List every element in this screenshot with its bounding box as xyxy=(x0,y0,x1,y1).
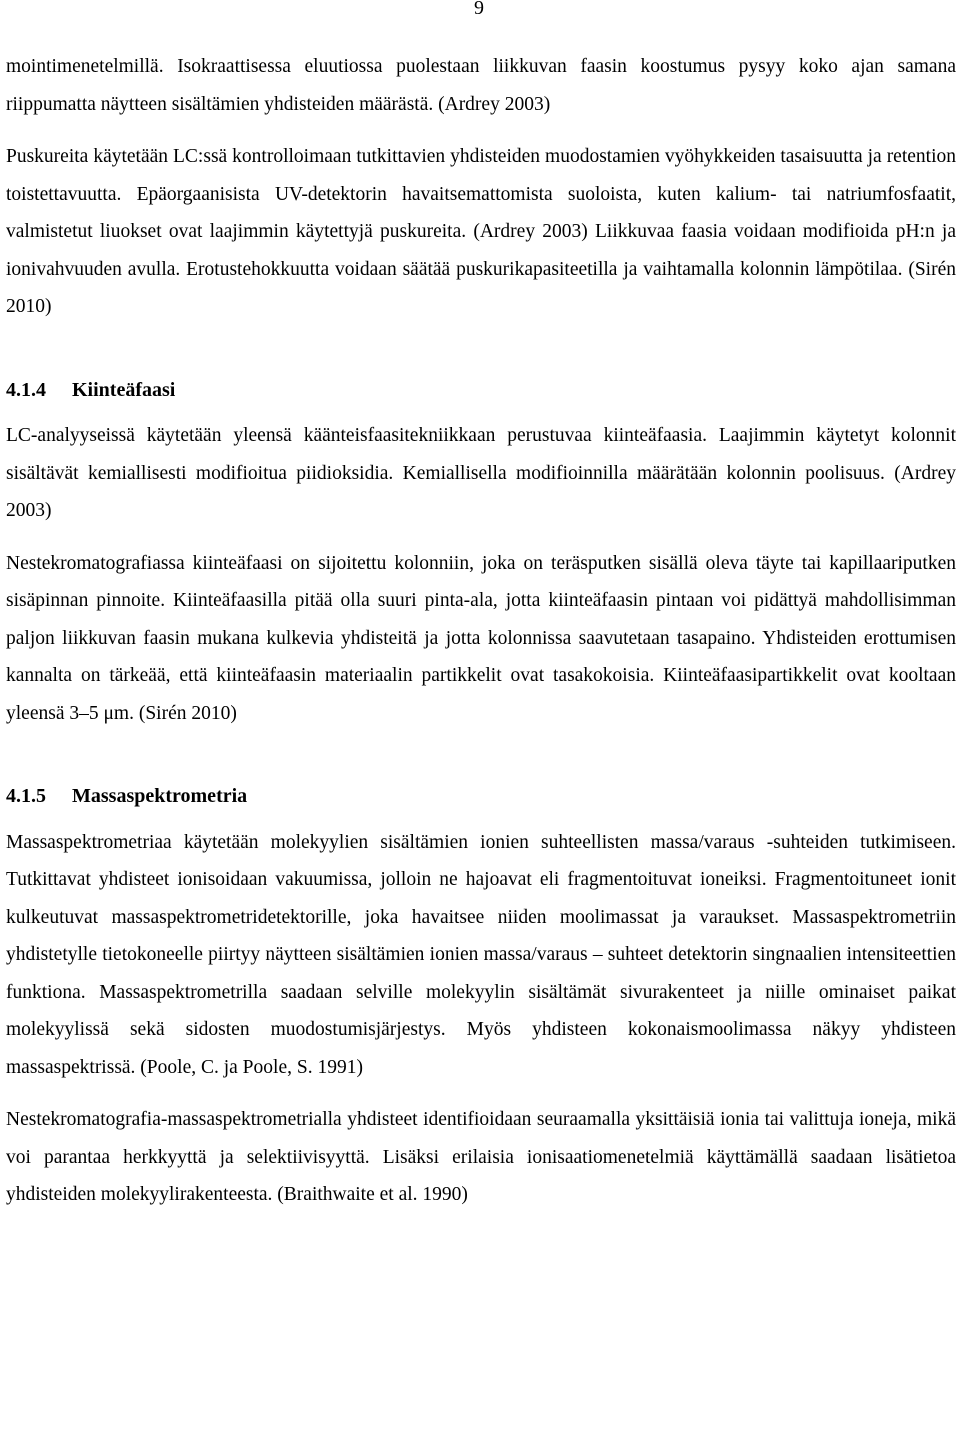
paragraph-mass-spectrometry: Massaspektrometriaa käytetään molekyylien sisältämien ionien suhteellisten massa/varaus -suhteiden tutkimiseen. Tutkittavat yhdisteet ionisoidaan vakuumissa, jolloin ne hajoavat eli fragmentoituvat ioneiksi. Fragmentoituneet ionit kulkeutuvat massaspektrometridetektorille, joka havaitsee niiden moolimassat ja varaukset. Massaspektrometriin yhdistetylle tietokoneelle piirtyy näytteen sisältämien ionien massa/varaus – suhteet detektorin singnaalien intensiteettien funktiona. Massaspektrometrilla saadaan selville molekyylin sisältämät sivurakenteet ja niille ominaiset paikat molekyylissä sekä sidosten muodostumisjärjestys. Myös yhdisteen kokonaismoolimassa näkyy yhdisteen massaspektrissä. (Poole, C. ja Poole, S. 1991) xyxy=(6,831,956,1078)
paragraph-lc-ms: Nestekromatografia-massaspektrometrialla yhdisteet identifioidaan seuraamalla yksittäisiä ionia tai valittuja ioneja, mikä voi parantaa herkkyyttä ja selektiivisyyttä. Lisäksi erilaisia ionisaatiomenetelmiä käyttämällä saadaan lisätietoa yhdisteiden molekyylirakenteesta. (Braithwaite et al. 1990) xyxy=(6,1109,956,1205)
paragraph-isocratic-elution: mointimenetelmillä. Isokraattisessa eluutiossa puolestaan liikkuvan faasin koostumus pysyy koko ajan samana riippumatta näytteen sisältämien yhdisteiden määrästä. (Ardrey 2003) xyxy=(6,56,956,115)
section-title: Kiinteäfaasi xyxy=(72,378,176,401)
document-body xyxy=(6,48,956,1214)
section-title: Massaspektrometria xyxy=(72,785,248,807)
section-heading-massaspektrometria xyxy=(6,778,956,816)
section-number: 4.1.5 xyxy=(6,785,46,807)
section-number: 4.1.4 xyxy=(6,378,46,401)
paragraph-stationary-phase: Nestekromatografiassa kiinteäfaasi on sijoitettu kolonniin, joka on teräsputken sisällä oleva täyte tai kapillaariputken sisäpinnan pinnoite. Kiinteäfaasilla pitää olla suuri pinta-ala, jotta kiinteäfaasin pintaan voi pidättyä mahdollisimman paljon liikkuvan faasin mukana kulkevia yhdisteitä ja jotta kolonnissa saavutetaan tasapaino. Yhdisteiden erottumisen kannalta on tärkeää, että kiinteäfaasin materiaalin partikkelit ovat tasakokoisia. Kiinteäfaasipartikkelit ovat kooltaan yleensä 3–5 μm. (Sirén 2010) xyxy=(6,552,956,724)
paragraph-buffers: Puskureita käytetään LC:ssä kontrolloimaan tutkittavien yhdisteiden muodostamien vyöhykkeiden tasaisuutta ja retention toistettavuutta. Epäorgaanisista UV-detektorin havaitsemattomista suoloista, kuten kalium- tai natriumfosfaatit, valmistetut liuokset ovat laajimmin käytettyjä puskureita. (Ardrey 2003) Liikkuvaa faasia voidaan modifioida pH:n ja ionivahvuuden avulla. Erotustehokkuutta voidaan säätää puskurikapasiteetilla ja vaihtamalla kolonnin lämpötilaa. (Sirén 2010) xyxy=(6,146,956,317)
page-number: 9 xyxy=(474,0,484,19)
paragraph-reverse-phase: LC-analyyseissä käytetään yleensä käänteisfaasitekniikkaan perustuvaa kiinteäfaasia. Laajimmin käytetyt kolonnit sisältävät kemiallisesti modifioitua piidioksidia. Kemiallisella modifioinnilla määrätään kolonnin poolisuus. (Ardrey 2003) xyxy=(6,425,956,521)
section-heading-kiintefaasi xyxy=(6,372,956,410)
